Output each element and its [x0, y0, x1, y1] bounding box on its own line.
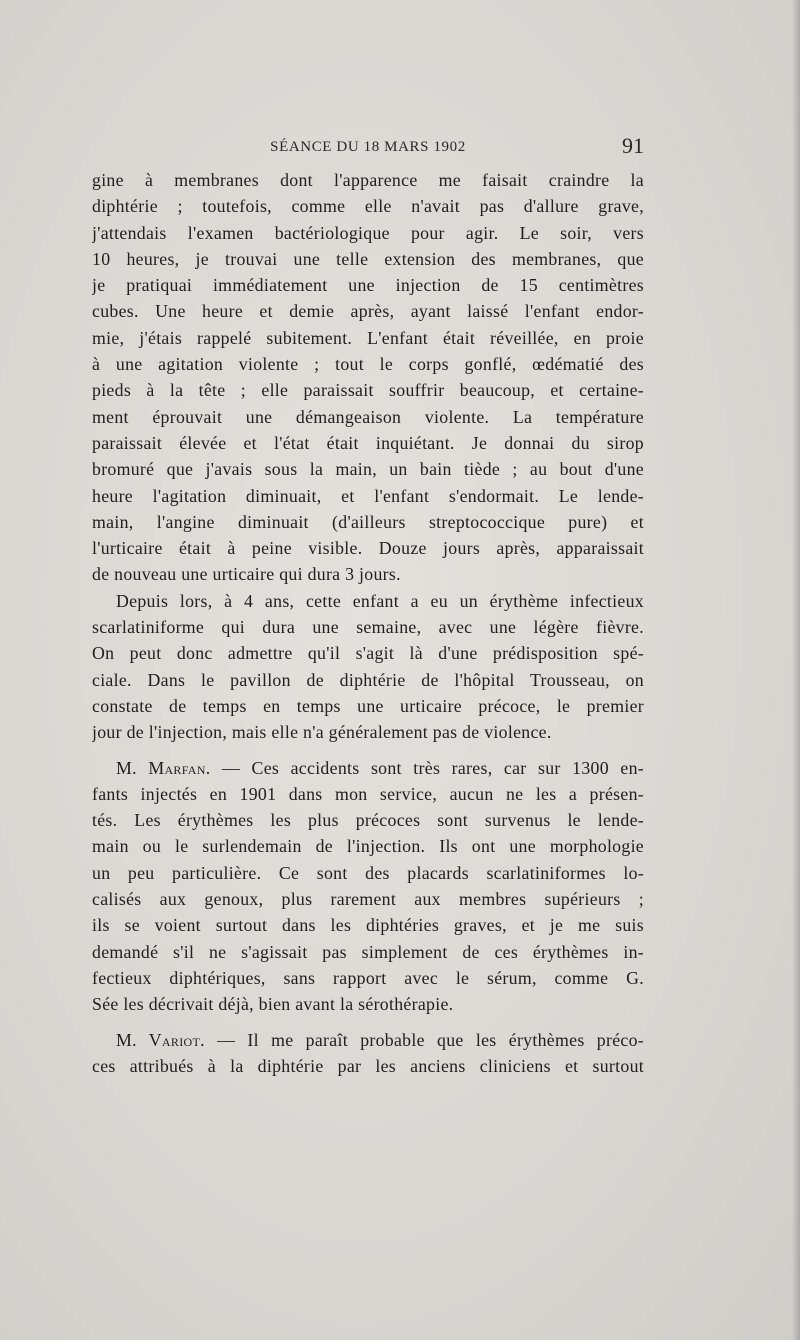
text-line: paraissait élevée et l'état était inquiétant. Je donnai du sirop — [92, 432, 644, 453]
text-line: On peut donc admettre qu'il s'agit là d'une prédisposition spé- — [92, 643, 644, 664]
text-line: ils se voient surtout dans les diphtéries graves, et je me suis — [92, 915, 644, 936]
text-line: scarlatiniforme qui dura une semaine, avec une légère fièvre. — [92, 617, 644, 638]
text-line: j'attendais l'examen bactériologique pour agir. Le soir, vers — [92, 222, 644, 243]
speech-text: — Il me paraît probable que les érythèmes préco- — [204, 1029, 644, 1050]
text-line: 10 heures, je trouvai une telle extension des membranes, que — [92, 248, 644, 269]
speaker-name: M. Marfan. — [116, 757, 211, 778]
paragraph-gap — [92, 746, 644, 755]
speaker-name: M. Variot. — [116, 1029, 205, 1050]
text-line: heure l'agitation diminuait, et l'enfant s'endormait. Le lende- — [92, 485, 644, 506]
text-line: fants injectés en 1901 dans mon service, aucun ne les a présen- — [92, 783, 644, 804]
page-header — [92, 133, 644, 161]
text-line: calisés aux genoux, plus rarement aux membres supérieurs ; — [92, 889, 644, 910]
text-line: je pratiquai immédiatement une injection de 15 centimètres — [92, 275, 644, 296]
paragraph-gap — [92, 1018, 644, 1027]
text-line: ciale. Dans le pavillon de diphtérie de l'hôpital Trousseau, on — [92, 669, 644, 690]
page-body — [92, 167, 644, 1079]
text-line — [92, 755, 644, 781]
text-line: à une agitation violente ; tout le corps gonflé, œdématié des — [92, 354, 644, 375]
text-line: mie, j'étais rappelé subitement. L'enfant était réveillée, en proie — [92, 327, 644, 348]
text-line: Depuis lors, à 4 ans, cette enfant a eu un érythème infectieux — [116, 590, 644, 611]
text-line: pieds à la tête ; elle paraissait souffrir beaucoup, et certaine- — [92, 380, 644, 401]
page-edge-shadow — [792, 0, 800, 1340]
text-line: main ou le surlendemain de l'injection. Ils ont une morphologie — [92, 836, 644, 857]
text-line: gine à membranes dont l'apparence me faisait craindre la — [92, 170, 644, 190]
text-line: constate de temps en temps une urticaire précoce, le premier — [92, 695, 644, 716]
text-line: ces attribués à la diphtérie par les anciens cliniciens et surtout — [92, 1055, 644, 1076]
page-number: 91 — [622, 133, 644, 158]
speech-text: — Ces accidents sont très rares, car sur 1300 en- — [210, 757, 644, 778]
text-line: demandé s'il ne s'agissait pas simplement de ces érythèmes in- — [92, 941, 644, 962]
text-line: main, l'angine diminuait (d'ailleurs streptococcique pure) et — [92, 511, 644, 532]
text-line: fectieux diphtériques, sans rapport avec le sérum, comme G. — [92, 967, 644, 988]
text-line: Sée les décrivait déjà, bien avant la sérothérapie. — [92, 994, 454, 1015]
text-line: cubes. Une heure et demie après, ayant laissé l'enfant endor- — [92, 301, 644, 322]
text-line: de nouveau une urticaire qui dura 3 jours. — [92, 564, 401, 585]
text-line: un peu particulière. Ce sont des placards scarlatiniformes lo- — [92, 862, 644, 883]
paragraph-continuation — [92, 167, 644, 588]
text-line: diphtérie ; toutefois, comme elle n'avait pas d'allure grave, — [92, 196, 644, 217]
text-line: jour de l'injection, mais elle n'a généralement pas de violence. — [92, 722, 552, 743]
text-line: bromuré que j'avais sous la main, un bain tiède ; au bout d'une — [92, 459, 644, 480]
text-line: tés. Les érythèmes les plus précoces sont survenus le lende- — [92, 810, 644, 831]
paragraph — [92, 588, 644, 746]
running-title: SÉANCE DU 18 MARS 1902 — [270, 139, 466, 155]
text-line: l'urticaire était à peine visible. Douze jours après, apparaissait — [92, 538, 644, 559]
text-line: ment éprouvait une démangeaison violente. La température — [92, 406, 644, 427]
paragraph-variot — [92, 1027, 644, 1080]
paragraph-marfan — [92, 755, 644, 1018]
text-line — [92, 1027, 644, 1053]
